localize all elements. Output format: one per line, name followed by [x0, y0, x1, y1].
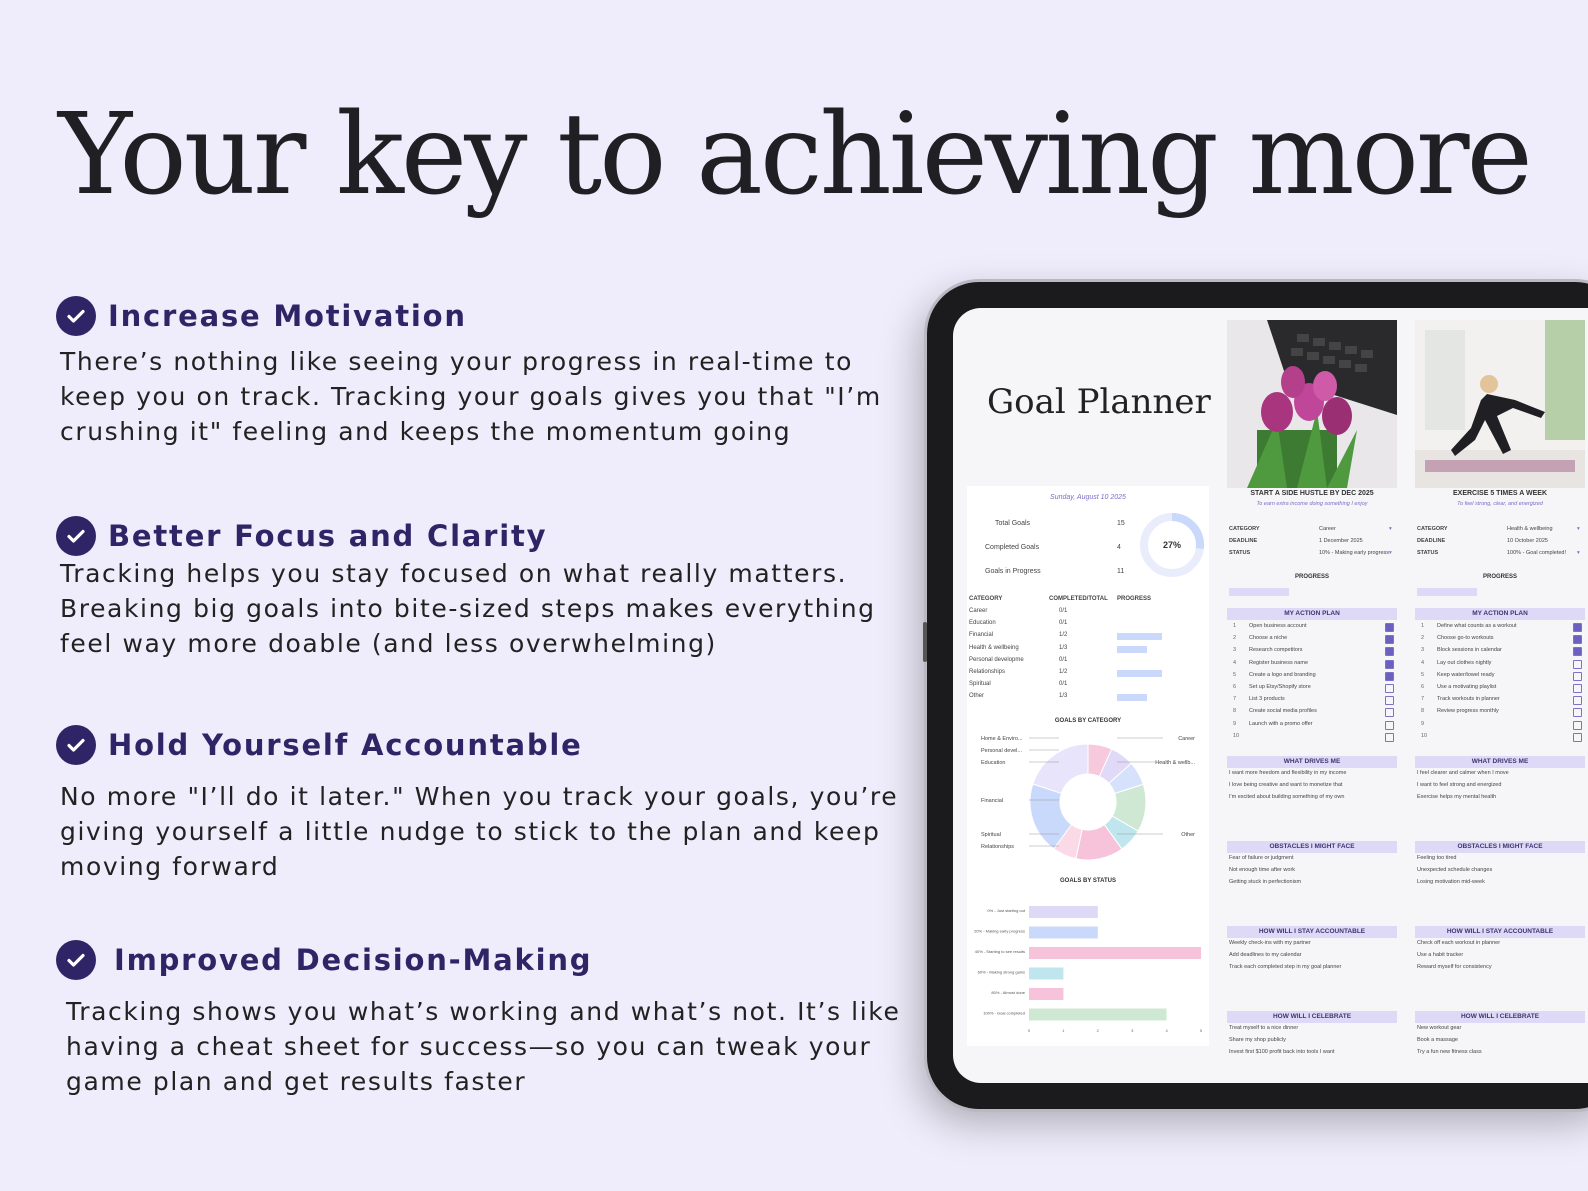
action-checkbox[interactable] — [1573, 721, 1582, 730]
action-text: Use a motivating playlist — [1437, 684, 1497, 690]
donut-label: Other — [1181, 832, 1195, 838]
dropdown-arrow-icon[interactable]: ▾ — [1577, 526, 1580, 532]
status-label: 80% - Almost done — [991, 990, 1025, 995]
action-text: Track workouts in planner — [1437, 696, 1500, 703]
field-label: DEADLINE — [1417, 538, 1446, 544]
donut-label: Relationships — [981, 844, 1015, 850]
status-axis-tick: 2 — [1096, 1028, 1099, 1033]
drives-item: Exercise helps my mental health — [1417, 794, 1497, 800]
category-name: Financial — [969, 632, 994, 639]
category-donut-chart — [967, 732, 1209, 872]
feature-body: Tracking helps you stay focused on what really matters. Breaking big goals into bite-sized steps makes everything feel way more doable (and less overwhelming) — [60, 559, 876, 658]
action-text: Lay out clothes nightly — [1437, 659, 1492, 666]
category-ratio: 1/2 — [1059, 632, 1068, 639]
accountable-header: HOW WILL I STAY ACCOUNTABLE — [1227, 926, 1397, 938]
field-value[interactable]: Career — [1319, 526, 1336, 532]
category-ratio: 1/3 — [1059, 693, 1068, 700]
field-value[interactable]: Health & wellbeing — [1507, 526, 1553, 532]
feature-title: Improved Decision-Making — [114, 943, 593, 977]
action-text: Set up Etsy/Shopify store — [1249, 684, 1311, 690]
goal-title: START A SIDE HUSTLE BY DEC 2025 — [1250, 490, 1374, 497]
action-plan-header: MY ACTION PLAN — [1415, 608, 1585, 620]
obstacles-item: Unexpected schedule changes — [1417, 867, 1493, 873]
completion-percent: 27% — [1162, 540, 1181, 550]
action-text: List 3 products — [1249, 696, 1285, 703]
stat-value: 15 — [1117, 520, 1125, 527]
action-number: 7 — [1233, 696, 1237, 703]
action-text: Keep water/towel ready — [1437, 671, 1495, 678]
headline: Your key to achieving more — [58, 90, 1530, 220]
dropdown-arrow-icon[interactable]: ▾ — [1389, 526, 1392, 532]
progress-title: PROGRESS — [1294, 574, 1329, 580]
feature-title: Better Focus and Clarity — [108, 519, 548, 553]
category-name: Health & wellbeing — [969, 644, 1019, 651]
category-ratio: 1/2 — [1059, 669, 1068, 675]
drives-item: I want to feel strong and energized — [1417, 782, 1502, 788]
col-progress: PROGRESS — [1117, 596, 1152, 602]
accountable-item: Reward myself for consistency — [1417, 964, 1492, 970]
action-checkbox[interactable] — [1385, 721, 1394, 730]
by-category-title: GOALS BY CATEGORY — [1054, 718, 1122, 724]
action-checkbox[interactable] — [1385, 684, 1394, 693]
action-checkbox[interactable] — [1385, 647, 1394, 656]
action-text: Open business account — [1249, 623, 1307, 629]
status-bar — [1029, 947, 1201, 959]
action-number: 5 — [1421, 671, 1425, 678]
status-label: 20% - Making early progress — [974, 928, 1025, 934]
goal-card-exercise — [1415, 320, 1585, 1080]
checkmark-icon — [56, 516, 96, 556]
accountable-item: Weekly check-ins with my partner — [1229, 940, 1311, 946]
feature-body: Tracking shows you what’s working and what’s not. It’s like having a cheat sheet for success—so you can tweak your game plan and get results faster — [66, 997, 901, 1096]
action-number: 2 — [1421, 635, 1425, 642]
action-number: 7 — [1421, 696, 1425, 703]
action-checkbox[interactable] — [1385, 733, 1394, 742]
field-label: CATEGORY — [1417, 526, 1448, 532]
stat-value: 4 — [1117, 544, 1121, 551]
action-number: 9 — [1233, 720, 1237, 727]
category-ratio: 0/1 — [1059, 620, 1068, 627]
feature-accountable — [56, 725, 906, 884]
donut-label: Health & wellb... — [1155, 760, 1195, 766]
stat-label: Completed Goals — [985, 544, 1040, 551]
col-category: CATEGORY — [969, 596, 1003, 602]
action-number: 4 — [1233, 659, 1237, 666]
action-checkbox[interactable] — [1573, 733, 1582, 742]
action-text: Launch with a promo offer — [1249, 720, 1313, 727]
stat-label: Total Goals — [995, 520, 1031, 527]
status-axis-tick: 3 — [1131, 1028, 1134, 1033]
feature-motivation — [56, 296, 906, 449]
action-text: Research competitors — [1249, 647, 1303, 654]
category-name: Personal developme — [969, 656, 1024, 663]
feature-focus — [56, 516, 906, 661]
goal-title: EXERCISE 5 TIMES A WEEK — [1453, 490, 1547, 497]
goal-progress-bar — [1417, 588, 1477, 596]
status-axis-tick: 1 — [1062, 1028, 1065, 1033]
category-progress-bar — [1117, 646, 1147, 653]
drives-header: WHAT DRIVES ME — [1227, 756, 1397, 768]
field-value[interactable]: 10 October 2025 — [1507, 538, 1548, 544]
obstacles-header: OBSTACLES I MIGHT FACE — [1415, 841, 1585, 853]
action-plan-header: MY ACTION PLAN — [1227, 608, 1397, 620]
field-value[interactable]: 10% - Making early progress — [1319, 550, 1390, 556]
action-checkbox[interactable] — [1573, 623, 1582, 632]
action-text: Create a logo and branding — [1249, 671, 1316, 678]
action-checkbox[interactable] — [1385, 708, 1394, 717]
celebrate-header: HOW WILL I CELEBRATE — [1415, 1011, 1585, 1023]
goal-card-side-hustle — [1227, 320, 1397, 1080]
feature-body: There’s nothing like seeing your progress in real-time to keep you on track. Tracking your goals gives you that "I’m crushing it" feeling and keeps the momentum going — [60, 347, 882, 446]
celebrate-item: Treat myself to a nice dinner — [1229, 1025, 1299, 1031]
action-checkbox[interactable] — [1385, 623, 1394, 632]
status-label: 60% - Making strong gains — [977, 969, 1025, 975]
field-value[interactable]: 100% - Goal completed! — [1507, 550, 1567, 556]
drives-item: I feel clearer and calmer when I move — [1417, 770, 1509, 776]
obstacles-item: Fear of failure or judgment — [1229, 855, 1294, 861]
by-status-title: GOALS BY STATUS — [1059, 878, 1116, 884]
action-number: 4 — [1421, 659, 1425, 666]
category-progress-bar — [1117, 633, 1162, 640]
donut-label: Financial — [981, 798, 1004, 804]
action-number: 10 — [1233, 732, 1240, 739]
action-text: Review progress monthly — [1437, 708, 1499, 715]
status-axis-tick: 0 — [1027, 1028, 1031, 1033]
feature-title: Increase Motivation — [108, 299, 467, 333]
category-name: Career — [969, 608, 988, 614]
drives-item: I love being creative and want to monetize that — [1229, 782, 1343, 788]
status-label: 40% - Starting to see results — [974, 949, 1025, 954]
category-ratio: 0/1 — [1059, 656, 1068, 663]
drives-header: WHAT DRIVES ME — [1415, 756, 1585, 768]
side-button — [923, 622, 927, 662]
action-checkbox[interactable] — [1385, 672, 1394, 681]
action-text: Register business name — [1249, 659, 1309, 666]
obstacles-item: Losing motivation mid-week — [1417, 879, 1485, 885]
category-ratio: 0/1 — [1059, 681, 1068, 688]
field-label: DEADLINE — [1229, 538, 1258, 544]
donut-label: Spiritual — [981, 832, 1001, 838]
obstacles-item: Getting stuck in perfectionism — [1229, 879, 1302, 885]
celebrate-header: HOW WILL I CELEBRATE — [1227, 1011, 1397, 1023]
action-text: Define what counts as a workout — [1437, 623, 1517, 629]
action-number: 3 — [1233, 647, 1237, 654]
action-text: Choose a niche — [1249, 635, 1288, 642]
tablet-device — [927, 282, 1588, 1109]
action-number: 2 — [1233, 635, 1237, 642]
stat-value: 11 — [1117, 568, 1125, 575]
stat-label: Goals in Progress — [985, 568, 1041, 575]
status-bar — [1029, 968, 1063, 980]
celebrate-item: New workout gear — [1417, 1025, 1462, 1031]
checkmark-icon — [56, 296, 96, 336]
category-name: Education — [969, 620, 996, 627]
obstacles-header: OBSTACLES I MIGHT FACE — [1227, 841, 1397, 853]
action-number: 6 — [1233, 684, 1237, 690]
feature-title: Hold Yourself Accountable — [108, 728, 583, 762]
feature-body: No more "I’ll do it later." When you track your goals, you’re giving yourself a little nudge to stick to the plan and keep moving forward — [60, 782, 899, 881]
action-checkbox[interactable] — [1573, 660, 1582, 669]
goal-subtitle: To earn extra income doing something I enjoy — [1256, 501, 1368, 507]
action-checkbox[interactable] — [1573, 672, 1582, 681]
action-number: 1 — [1233, 623, 1237, 629]
action-number: 5 — [1233, 671, 1237, 678]
drives-item: I'm excited about building something of my own — [1229, 794, 1345, 800]
donut-label: Career — [1178, 736, 1195, 742]
goal-subtitle: To feel strong, clear, and energized — [1457, 501, 1543, 507]
action-checkbox[interactable] — [1573, 635, 1582, 644]
action-number: 3 — [1421, 647, 1425, 654]
status-bar — [1029, 1009, 1167, 1021]
category-progress-bar — [1117, 670, 1162, 677]
status-axis-tick: 4 — [1165, 1028, 1168, 1033]
status-bar — [1029, 988, 1063, 1000]
feature-decision — [56, 940, 906, 1099]
celebrate-item: Book a massage — [1417, 1037, 1458, 1043]
status-bar — [1029, 927, 1098, 939]
laptop-tulips-photo — [1227, 320, 1397, 488]
action-checkbox[interactable] — [1573, 708, 1582, 717]
action-checkbox[interactable] — [1573, 696, 1582, 705]
accountable-header: HOW WILL I STAY ACCOUNTABLE — [1415, 926, 1585, 938]
drives-item: I want more freedom and flexibility in my income — [1229, 770, 1347, 776]
col-completed: COMPLETED/TOTAL — [1049, 596, 1108, 602]
field-label: STATUS — [1417, 550, 1439, 556]
accountable-item: Add deadlines to my calendar — [1229, 952, 1302, 958]
action-text: Block sessions in calendar — [1437, 647, 1502, 654]
celebrate-item: Try a fun new fitness class — [1417, 1049, 1482, 1055]
status-bar — [1029, 906, 1098, 918]
action-checkbox[interactable] — [1573, 647, 1582, 656]
status-label: 0% - Just starting out — [987, 908, 1025, 913]
celebrate-item: Invest first $100 profit back into tools I want — [1229, 1049, 1335, 1055]
action-text: Create social media profiles — [1249, 708, 1317, 715]
action-number: 8 — [1233, 708, 1237, 715]
action-number: 10 — [1421, 732, 1428, 739]
action-number: 6 — [1421, 684, 1425, 690]
obstacles-item: Not enough time after work — [1229, 867, 1296, 873]
status-bar-chart — [967, 890, 1209, 1040]
category-name: Relationships — [969, 669, 1006, 675]
checkmark-icon — [56, 725, 96, 765]
donut-slice — [1033, 744, 1088, 793]
dashboard-date: Sunday, August 10 2025 — [1050, 494, 1126, 501]
woman-exercising-photo — [1415, 320, 1585, 488]
status-label: 100% - Goal completed — [983, 1010, 1025, 1016]
action-checkbox[interactable] — [1385, 696, 1394, 705]
action-checkbox[interactable] — [1573, 684, 1582, 693]
category-ratio: 1/3 — [1059, 644, 1068, 651]
donut-label: Education — [981, 760, 1006, 766]
dropdown-arrow-icon[interactable]: ▾ — [1577, 550, 1580, 556]
category-progress-bar — [1117, 694, 1147, 701]
category-name: Other — [969, 693, 985, 700]
action-checkbox[interactable] — [1385, 635, 1394, 644]
accountable-item: Track each completed step in my goal planner — [1229, 964, 1342, 970]
action-number: 1 — [1421, 623, 1425, 629]
field-label: CATEGORY — [1229, 526, 1260, 532]
checkmark-icon — [56, 940, 96, 980]
accountable-item: Check off each workout in planner — [1417, 940, 1501, 946]
category-ratio: 0/1 — [1059, 608, 1068, 614]
action-checkbox[interactable] — [1385, 660, 1394, 669]
goal-progress-bar — [1229, 588, 1289, 596]
category-name: Spiritual — [969, 681, 991, 688]
status-axis-tick: 5 — [1199, 1028, 1203, 1033]
action-text: Choose go-to workouts — [1437, 635, 1494, 642]
accountable-item: Use a habit tracker — [1417, 952, 1464, 958]
field-label: STATUS — [1229, 550, 1251, 556]
tablet-screen — [953, 308, 1588, 1083]
field-value[interactable]: 1 December 2025 — [1319, 538, 1363, 544]
dashboard-panel — [967, 486, 1209, 1046]
celebrate-item: Share my shop publicly — [1229, 1037, 1286, 1043]
obstacles-item: Feeling too tired — [1417, 855, 1457, 861]
planner-title: Goal Planner — [987, 382, 1211, 422]
action-number: 8 — [1421, 708, 1425, 715]
progress-title: PROGRESS — [1482, 574, 1517, 580]
donut-label: Personal devel... — [981, 748, 1022, 754]
donut-label: Home & Enviro... — [981, 736, 1023, 742]
action-number: 9 — [1421, 720, 1425, 727]
dropdown-arrow-icon[interactable]: ▾ — [1389, 550, 1392, 556]
